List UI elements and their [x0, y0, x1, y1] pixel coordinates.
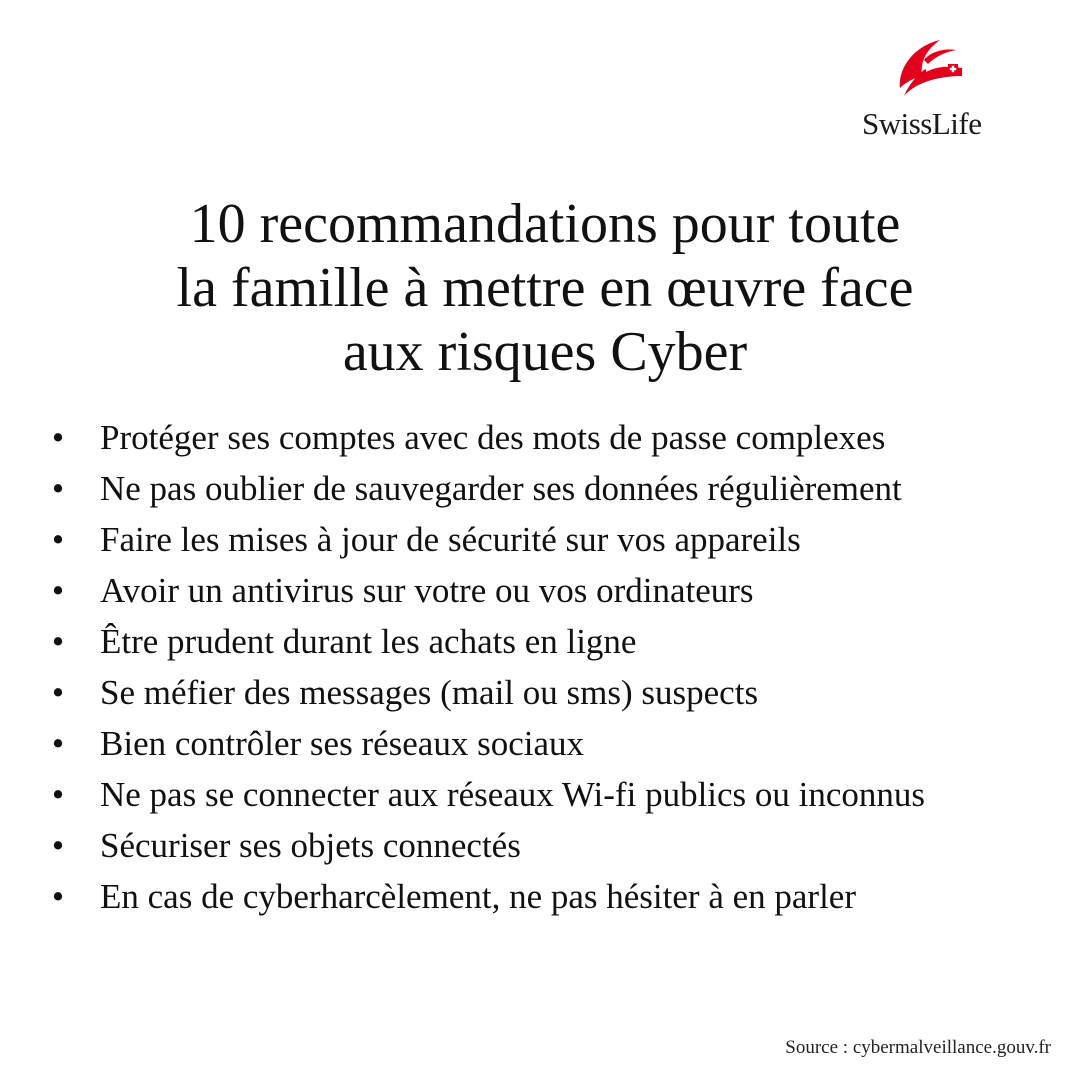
bullet-icon: • — [51, 826, 65, 865]
bullet-icon: • — [51, 571, 65, 610]
list-item-text: Faire les mises à jour de sécurité sur vos appareils — [100, 520, 801, 559]
list-item — [48, 412, 1058, 463]
bullet-icon: • — [51, 724, 65, 763]
list-item-text: Être prudent durant les achats en ligne — [100, 622, 637, 661]
list-item-text: Ne pas oublier de sauvegarder ses données régulièrement — [100, 469, 902, 508]
list-item-text: Sécuriser ses objets connectés — [100, 826, 521, 865]
list-item — [48, 667, 1058, 718]
bullet-icon: • — [51, 673, 65, 712]
bullet-icon: • — [51, 418, 65, 457]
swisslife-logo — [858, 38, 1003, 143]
source-note: Source : cybermalveillance.gouv.fr — [785, 1037, 1051, 1058]
list-item — [48, 871, 1058, 922]
list-item-text: Avoir un antivirus sur votre ou vos ordinateurs — [100, 571, 754, 610]
list-item-text: Bien contrôler ses réseaux sociaux — [100, 724, 585, 763]
list-item — [48, 463, 1058, 514]
bullet-icon: • — [51, 775, 65, 814]
bullet-icon: • — [51, 469, 65, 508]
bullet-icon: • — [51, 877, 65, 916]
recommendations-list — [48, 412, 1058, 922]
bullet-icon: • — [51, 622, 65, 661]
title-line: 10 recommandations pour toute — [189, 193, 901, 255]
bullet-icon: • — [51, 520, 65, 559]
list-item — [48, 820, 1058, 871]
list-item — [48, 718, 1058, 769]
list-item-text: Ne pas se connecter aux réseaux Wi-fi publics ou inconnus — [100, 775, 926, 814]
list-item-text: Se méfier des messages (mail ou sms) suspects — [100, 673, 759, 712]
page-title — [40, 192, 1050, 384]
list-item-text: Protéger ses comptes avec des mots de passe complexes — [100, 418, 886, 457]
title-line: aux risques Cyber — [342, 321, 748, 383]
brand-name: SwissLife — [862, 106, 982, 141]
title-line: la famille à mettre en œuvre face — [176, 257, 914, 319]
swisslife-emblem-icon — [896, 38, 966, 100]
list-item — [48, 514, 1058, 565]
list-item — [48, 565, 1058, 616]
list-item-text: En cas de cyberharcèlement, ne pas hésiter à en parler — [100, 877, 856, 916]
list-item — [48, 616, 1058, 667]
list-item — [48, 769, 1058, 820]
